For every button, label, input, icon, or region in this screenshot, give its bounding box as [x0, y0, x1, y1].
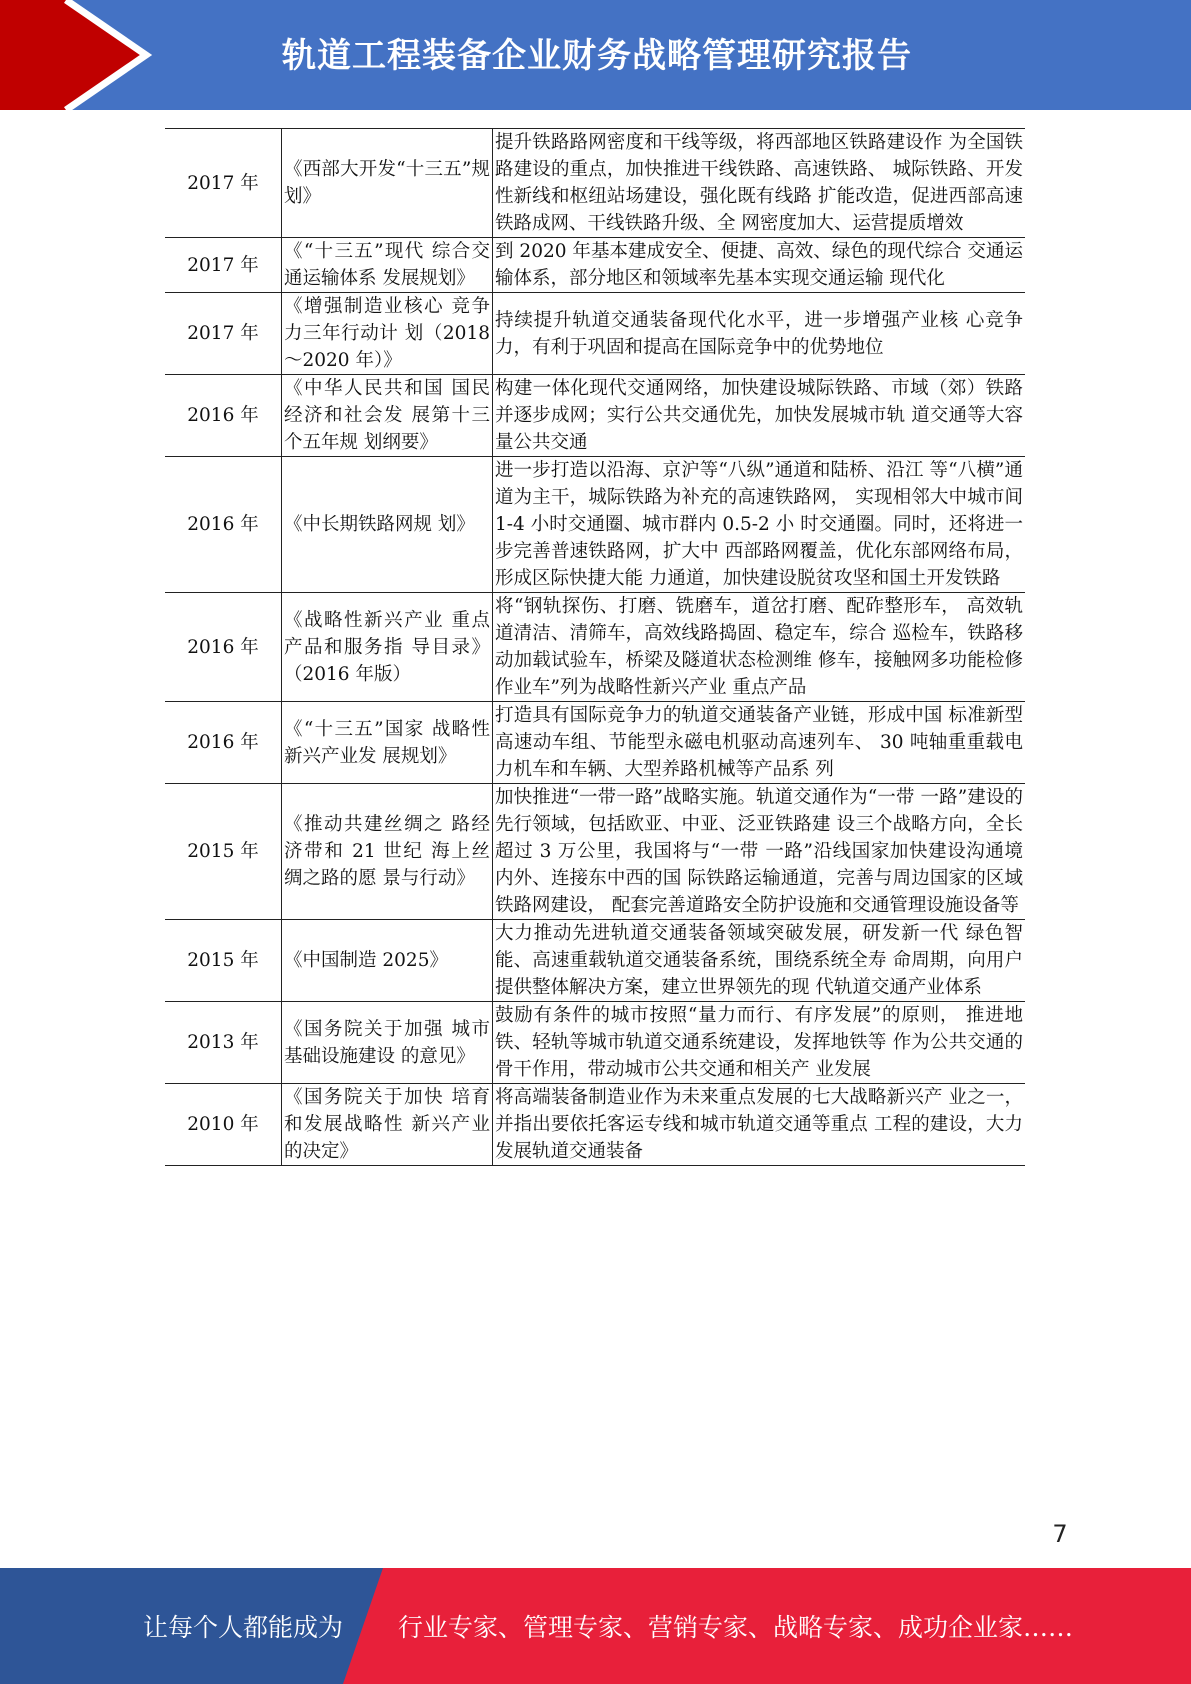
table-row [165, 238, 1025, 293]
policy-name-cell: 《战略性新兴产业 重点产品和服务指 导目录》（2016 年版） [282, 593, 493, 702]
table-row [165, 920, 1025, 1002]
policy-name-cell: 《推动共建丝绸之 路经济带和 21 世纪 海上丝绸之路的愿 景与行动》 [282, 784, 493, 920]
policy-description-cell: 到 2020 年基本建成安全、便捷、高效、绿色的现代综合 交通运输体系，部分地区和领域率先基本实现交通运输 现代化 [493, 238, 1026, 293]
policy-description-cell: 大力推动先进轨道交通装备领域突破发展，研发新一代 绿色智能、高速重载轨道交通装备系统，围绕系统全寿 命周期，向用户提供整体解决方案，建立世界领先的现 代轨道交通产业体系 [493, 920, 1026, 1002]
policy-year-cell: 2017 年 [165, 238, 282, 293]
policy-name-cell: 《国务院关于加快 培育和发展战略性 新兴产业的决定》 [282, 1084, 493, 1166]
policy-year-cell: 2015 年 [165, 784, 282, 920]
table-row [165, 784, 1025, 920]
policy-name-cell: 《中长期铁路网规 划》 [282, 457, 493, 593]
policy-name-cell: 《中华人民共和国 国民经济和社会发 展第十三个五年规 划纲要》 [282, 375, 493, 457]
policy-description-cell: 提升铁路路网密度和干线等级，将西部地区铁路建设作 为全国铁路建设的重点，加快推进干线铁路、高速铁路、 城际铁路、开发性新线和枢纽站场建设，强化既有线路 扩能改造，促进西部高速铁路成网、干线铁路升级、全 网密度加大、运营提质增效 [493, 129, 1026, 238]
policy-name-cell: 《“十三五”现代 综合交通运输体系 发展规划》 [282, 238, 493, 293]
table-row [165, 593, 1025, 702]
policy-description-cell: 打造具有国际竞争力的轨道交通装备产业链，形成中国 标准新型高速动车组、节能型永磁电机驱动高速列车、 30 吨轴重重载电力机车和车辆、大型养路机械等产品系 列 [493, 702, 1026, 784]
table-row [165, 375, 1025, 457]
policy-description-cell: 持续提升轨道交通装备现代化水平，进一步增强产业核 心竞争力，有利于巩固和提高在国际竞争中的优势地位 [493, 293, 1026, 375]
policy-description-cell: 将“钢轨探伤、打磨、铣磨车，道岔打磨、配砟整形车， 高效轨道清洁、清筛车，高效线路捣固、稳定车，综合 巡检车，铁路移动加载试验车，桥梁及隧道状态检测维 修车，接触网多功能检修作业车”列为战略性新兴产业 重点产品 [493, 593, 1026, 702]
policy-description-cell: 鼓励有条件的城市按照“量力而行、有序发展”的原则， 推进地铁、轻轨等城市轨道交通系统建设，发挥地铁等 作为公共交通的骨干作用，带动城市公共交通和相关产 业发展 [493, 1002, 1026, 1084]
policy-description-cell: 构建一体化现代交通网络，加快建设城际铁路、市域（郊）铁路并逐步成网；实行公共交通优先，加快发展城市轨 道交通等大容量公共交通 [493, 375, 1026, 457]
policy-name-cell: 《“十三五”国家 战略性新兴产业发 展规划》 [282, 702, 493, 784]
page-number: 7 [1052, 1520, 1068, 1548]
footer-slogan-right: 行业专家、管理专家、营销专家、战略专家、成功企业家…… [398, 1613, 1074, 1642]
policy-year-cell: 2017 年 [165, 129, 282, 238]
table-row [165, 457, 1025, 593]
policy-year-cell: 2016 年 [165, 702, 282, 784]
policy-name-cell: 《西部大开发“十三五”规划》 [282, 129, 493, 238]
table-row [165, 1084, 1025, 1166]
footer-slogan-left: 让每个人都能成为 [143, 1613, 344, 1642]
policy-year-cell: 2016 年 [165, 593, 282, 702]
header-chevron-decoration [0, 0, 160, 110]
policy-year-cell: 2015 年 [165, 920, 282, 1002]
policy-name-cell: 《国务院关于加强 城市基础设施建设 的意见》 [282, 1002, 493, 1084]
table-row [165, 129, 1025, 238]
table-row [165, 702, 1025, 784]
page-footer [0, 1568, 1191, 1684]
policy-name-cell: 《中国制造 2025》 [282, 920, 493, 1002]
page-header [0, 0, 1191, 110]
policy-table-body [165, 129, 1025, 1166]
policy-year-cell: 2016 年 [165, 375, 282, 457]
policy-year-cell: 2016 年 [165, 457, 282, 593]
policy-description-cell: 加快推进“一带一路”战略实施。轨道交通作为“一带 一路”建设的先行领域，包括欧亚、中亚、泛亚铁路建 设三个战略方向，全长超过 3 万公里，我国将与“一带 一路”沿线国家加快建设沟通境内外、连接东中西的国 际铁路运输通道，完善与周边国家的区域铁路网建设， 配套完善道路安全防护设施和交通管理设施设备等 [493, 784, 1026, 920]
page-title: 轨道工程装备企业财务战略管理研究报告 [282, 36, 912, 76]
policy-year-cell: 2013 年 [165, 1002, 282, 1084]
policy-year-cell: 2017 年 [165, 293, 282, 375]
policy-name-cell: 《增强制造业核心 竞争力三年行动计 划（2018～2020 年）》 [282, 293, 493, 375]
table-row [165, 293, 1025, 375]
policy-table [165, 128, 1025, 1166]
policy-description-cell: 进一步打造以沿海、京沪等“八纵”通道和陆桥、沿江 等“八横”通道为主干，城际铁路为补充的高速铁路网， 实现相邻大中城市间 1-4 小时交通圈、城市群内 0.5-2 小 时交通圈。同时，还将进一步完善普速铁路网，扩大中 西部路网覆盖，优化东部网络布局，形成区际快捷大能 力通道，加快建设脱贫攻坚和国土开发铁路 [493, 457, 1026, 593]
policy-year-cell: 2010 年 [165, 1084, 282, 1166]
table-row [165, 1002, 1025, 1084]
policy-description-cell: 将高端装备制造业作为未来重点发展的七大战略新兴产 业之一，并指出要依托客运专线和城市轨道交通等重点 工程的建设，大力发展轨道交通装备 [493, 1084, 1026, 1166]
